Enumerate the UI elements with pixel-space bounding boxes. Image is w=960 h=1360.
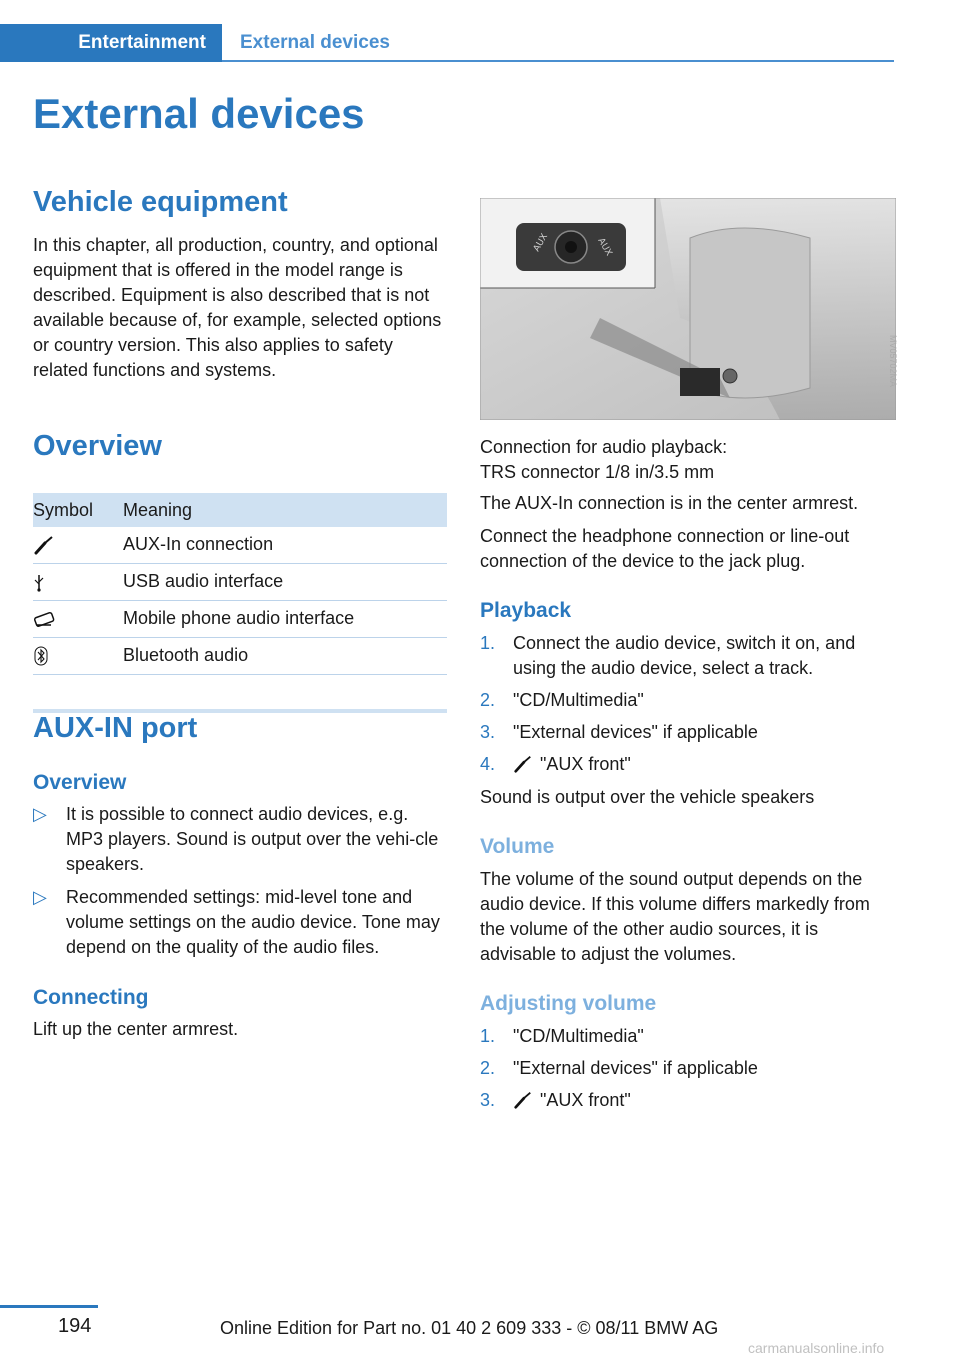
table-row (33, 527, 447, 564)
footer-rule (0, 1305, 98, 1308)
playback-after-text: Sound is output over the vehicle speakers (480, 787, 815, 807)
list-item (480, 1088, 896, 1114)
mobile-phone-audio-icon (33, 609, 55, 629)
list-item (480, 688, 896, 714)
header-rule (222, 60, 894, 62)
symbol-meaning: USB audio interface (123, 571, 284, 591)
overview-heading: Overview (33, 430, 162, 462)
bullet-triangle-icon: ▷ (33, 887, 47, 907)
aux-jack-icon (33, 535, 55, 555)
vehicle-equipment-text: In this chapter, all production, country, and optional equipment that is offered in the model range is described. Equipment is also described that is not available because of, for example, selected options or country version. This also applies to safety related functions and systems. (33, 235, 442, 380)
photo-caption-line2: TRS connector 1/8 in/3.5 mm (480, 462, 715, 482)
svg-text:AUX: AUX (531, 232, 551, 254)
page-title: External devices (33, 90, 365, 137)
bullet-triangle-icon: ▷ (33, 804, 47, 824)
symbol-meaning: Bluetooth audio (123, 645, 249, 665)
step-text: "AUX front" (540, 754, 631, 774)
connecting-heading: Connecting (33, 986, 149, 1009)
step-number: 2. (480, 690, 496, 710)
list-item (480, 1024, 896, 1050)
step-number: 2. (480, 1058, 496, 1078)
column-meaning: Meaning (123, 500, 193, 520)
list-item (480, 1056, 896, 1082)
svg-text:AUX: AUX (595, 236, 614, 258)
symbol-meaning: Mobile phone audio interface (123, 608, 355, 628)
step-text: Connect the audio device, switch it on, and using the audio device, select a track. (513, 633, 856, 678)
section-tab: Entertainment (0, 24, 222, 62)
connect-text: Connect the headphone connection or line-out connection of the device to the jack plug. (480, 526, 850, 571)
step-number: 3. (480, 722, 496, 742)
step-text: "CD/Multimedia" (513, 1026, 644, 1046)
aux-location-text: The AUX-In connection is in the center armrest. (480, 493, 859, 513)
step-text: "AUX front" (540, 1090, 631, 1110)
list-item (480, 720, 896, 746)
edition-line: Online Edition for Part no. 01 40 2 609 333 - © 08/11 BMW AG (220, 1318, 719, 1338)
aux-jack-icon (513, 754, 533, 774)
list-item (480, 631, 896, 683)
running-header (0, 24, 894, 62)
table-row (33, 564, 447, 601)
aux-overview-heading: Overview (33, 771, 127, 794)
connecting-text: Lift up the center armrest. (33, 1019, 239, 1039)
list-item (33, 885, 449, 961)
step-text: "External devices" if applicable (513, 722, 758, 742)
list-item (480, 752, 896, 778)
topic-tab: External devices (240, 32, 390, 53)
playback-heading: Playback (480, 599, 572, 622)
volume-text: The volume of the sound output depends on the audio device. If this volume differs markedly from the volume of the other audio sources, it is advisable to adjust the volumes. (480, 869, 870, 964)
photo-caption-line1: Connection for audio playback: (480, 437, 728, 457)
step-number: 1. (480, 1026, 496, 1046)
usb-icon (33, 572, 55, 592)
page-number: 194 (58, 1315, 92, 1337)
table-row (33, 638, 447, 675)
symbol-table-header (33, 493, 447, 527)
aux-in-heading: AUX-IN port (33, 712, 198, 744)
table-row (33, 601, 447, 638)
step-number: 1. (480, 633, 496, 653)
vehicle-equipment-heading: Vehicle equipment (33, 186, 288, 218)
symbol-table (33, 493, 447, 713)
step-number: 4. (480, 754, 496, 774)
bullet-text: It is possible to connect audio devices, e.g. MP3 players. Sound is output over the vehi-cle speakers. (66, 804, 439, 874)
list-item (33, 802, 449, 878)
step-text: "External devices" if applicable (513, 1058, 758, 1078)
bullet-text: Recommended settings: mid-level tone and volume settings on the audio device. Tone may depend on the quality of the audio files. (66, 887, 440, 957)
armrest-aux-photo (480, 198, 896, 420)
volume-heading: Volume (480, 835, 555, 858)
step-number: 3. (480, 1090, 496, 1110)
step-text: "CD/Multimedia" (513, 690, 644, 710)
symbol-meaning: AUX-In connection (123, 534, 274, 554)
adjusting-volume-heading: Adjusting volume (480, 992, 657, 1015)
aux-jack-icon (513, 1090, 533, 1110)
column-symbol: Symbol (33, 500, 94, 520)
bluetooth-icon (33, 646, 55, 666)
site-watermark: carmanualsonline.info (748, 1340, 885, 1356)
image-code: MV05702MA (888, 335, 898, 388)
